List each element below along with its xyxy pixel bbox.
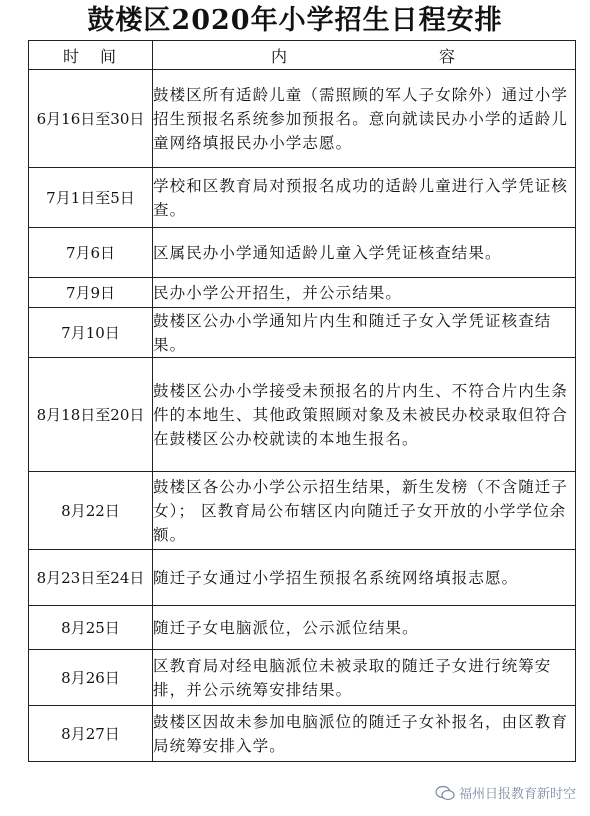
row-content: 随迁子女通过小学招生预报名系统网络填报志愿。: [153, 550, 576, 606]
row-time: 7月6日: [29, 228, 153, 278]
watermark-text: 福州日报教育新时空: [458, 787, 576, 802]
row-time: 6月16日至30日: [29, 70, 153, 168]
header-time: [29, 41, 153, 70]
table-row: [29, 550, 576, 606]
wechat-icon: [435, 785, 455, 801]
row-content: 民办小学公开招生，并公示结果。: [153, 278, 576, 308]
row-content: 鼓楼区因故未参加电脑派位的随迁子女补报名，由区教育局统筹安排入学。: [153, 706, 576, 762]
header-time-char-1: 时: [63, 46, 82, 66]
row-time: 8月27日: [29, 706, 153, 762]
row-content: 随迁子女电脑派位，公示派位结果。: [153, 606, 576, 650]
row-content: 学校和区教育局对预报名成功的适龄儿童进行入学凭证核查。: [153, 168, 576, 228]
table-row: [29, 228, 576, 278]
schedule-table: [28, 40, 576, 762]
table-row: [29, 472, 576, 550]
row-time: 8月25日: [29, 606, 153, 650]
watermark: [435, 783, 576, 802]
row-content: 区教育局对经电脑派位未被录取的随迁子女进行统筹安排，并公示统筹安排结果。: [153, 650, 576, 706]
row-time: 7月1日至5日: [29, 168, 153, 228]
header-content-char-2: 容: [439, 46, 458, 66]
row-time: 8月26日: [29, 650, 153, 706]
row-time: 8月18日至20日: [29, 358, 153, 472]
header-content-char-1: 内: [270, 46, 289, 66]
table-row: [29, 308, 576, 358]
table-row: [29, 650, 576, 706]
row-time: 7月10日: [29, 308, 153, 358]
table-row: [29, 70, 576, 168]
row-time: 8月23日至24日: [29, 550, 153, 606]
table-row: [29, 358, 576, 472]
page-title: 鼓楼区2020年小学招生日程安排: [87, 5, 503, 36]
table-row: [29, 278, 576, 308]
row-content: 鼓楼区各公办小学公示招生结果，新生发榜（不含随迁子女）； 区教育局公布辖区内向随迁子女开放的小学学位余额。: [153, 472, 576, 550]
table-header-row: [29, 41, 576, 70]
header-time-char-2: 间: [99, 46, 118, 66]
row-content: 区属民办小学通知适龄儿童入学凭证核查结果。: [153, 228, 576, 278]
table-row: [29, 168, 576, 228]
row-content: 鼓楼区公办小学通知片内生和随迁子女入学凭证核查结果。: [153, 308, 576, 358]
header-content: [153, 41, 576, 70]
row-content: 鼓楼区所有适龄儿童（需照顾的军人子女除外）通过小学招生预报名系统参加预报名。意向就读民办小学的适龄儿童网络填报民办小学志愿。: [153, 70, 576, 168]
table-row: [29, 606, 576, 650]
row-time: 8月22日: [29, 472, 153, 550]
row-time: 7月9日: [29, 278, 153, 308]
row-content: 鼓楼区公办小学接受未预报名的片内生、不符合片内生条件的本地生、其他政策照顾对象及未被民办校录取但符合在鼓楼区公办校就读的本地生报名。: [153, 358, 576, 472]
table-row: [29, 706, 576, 762]
